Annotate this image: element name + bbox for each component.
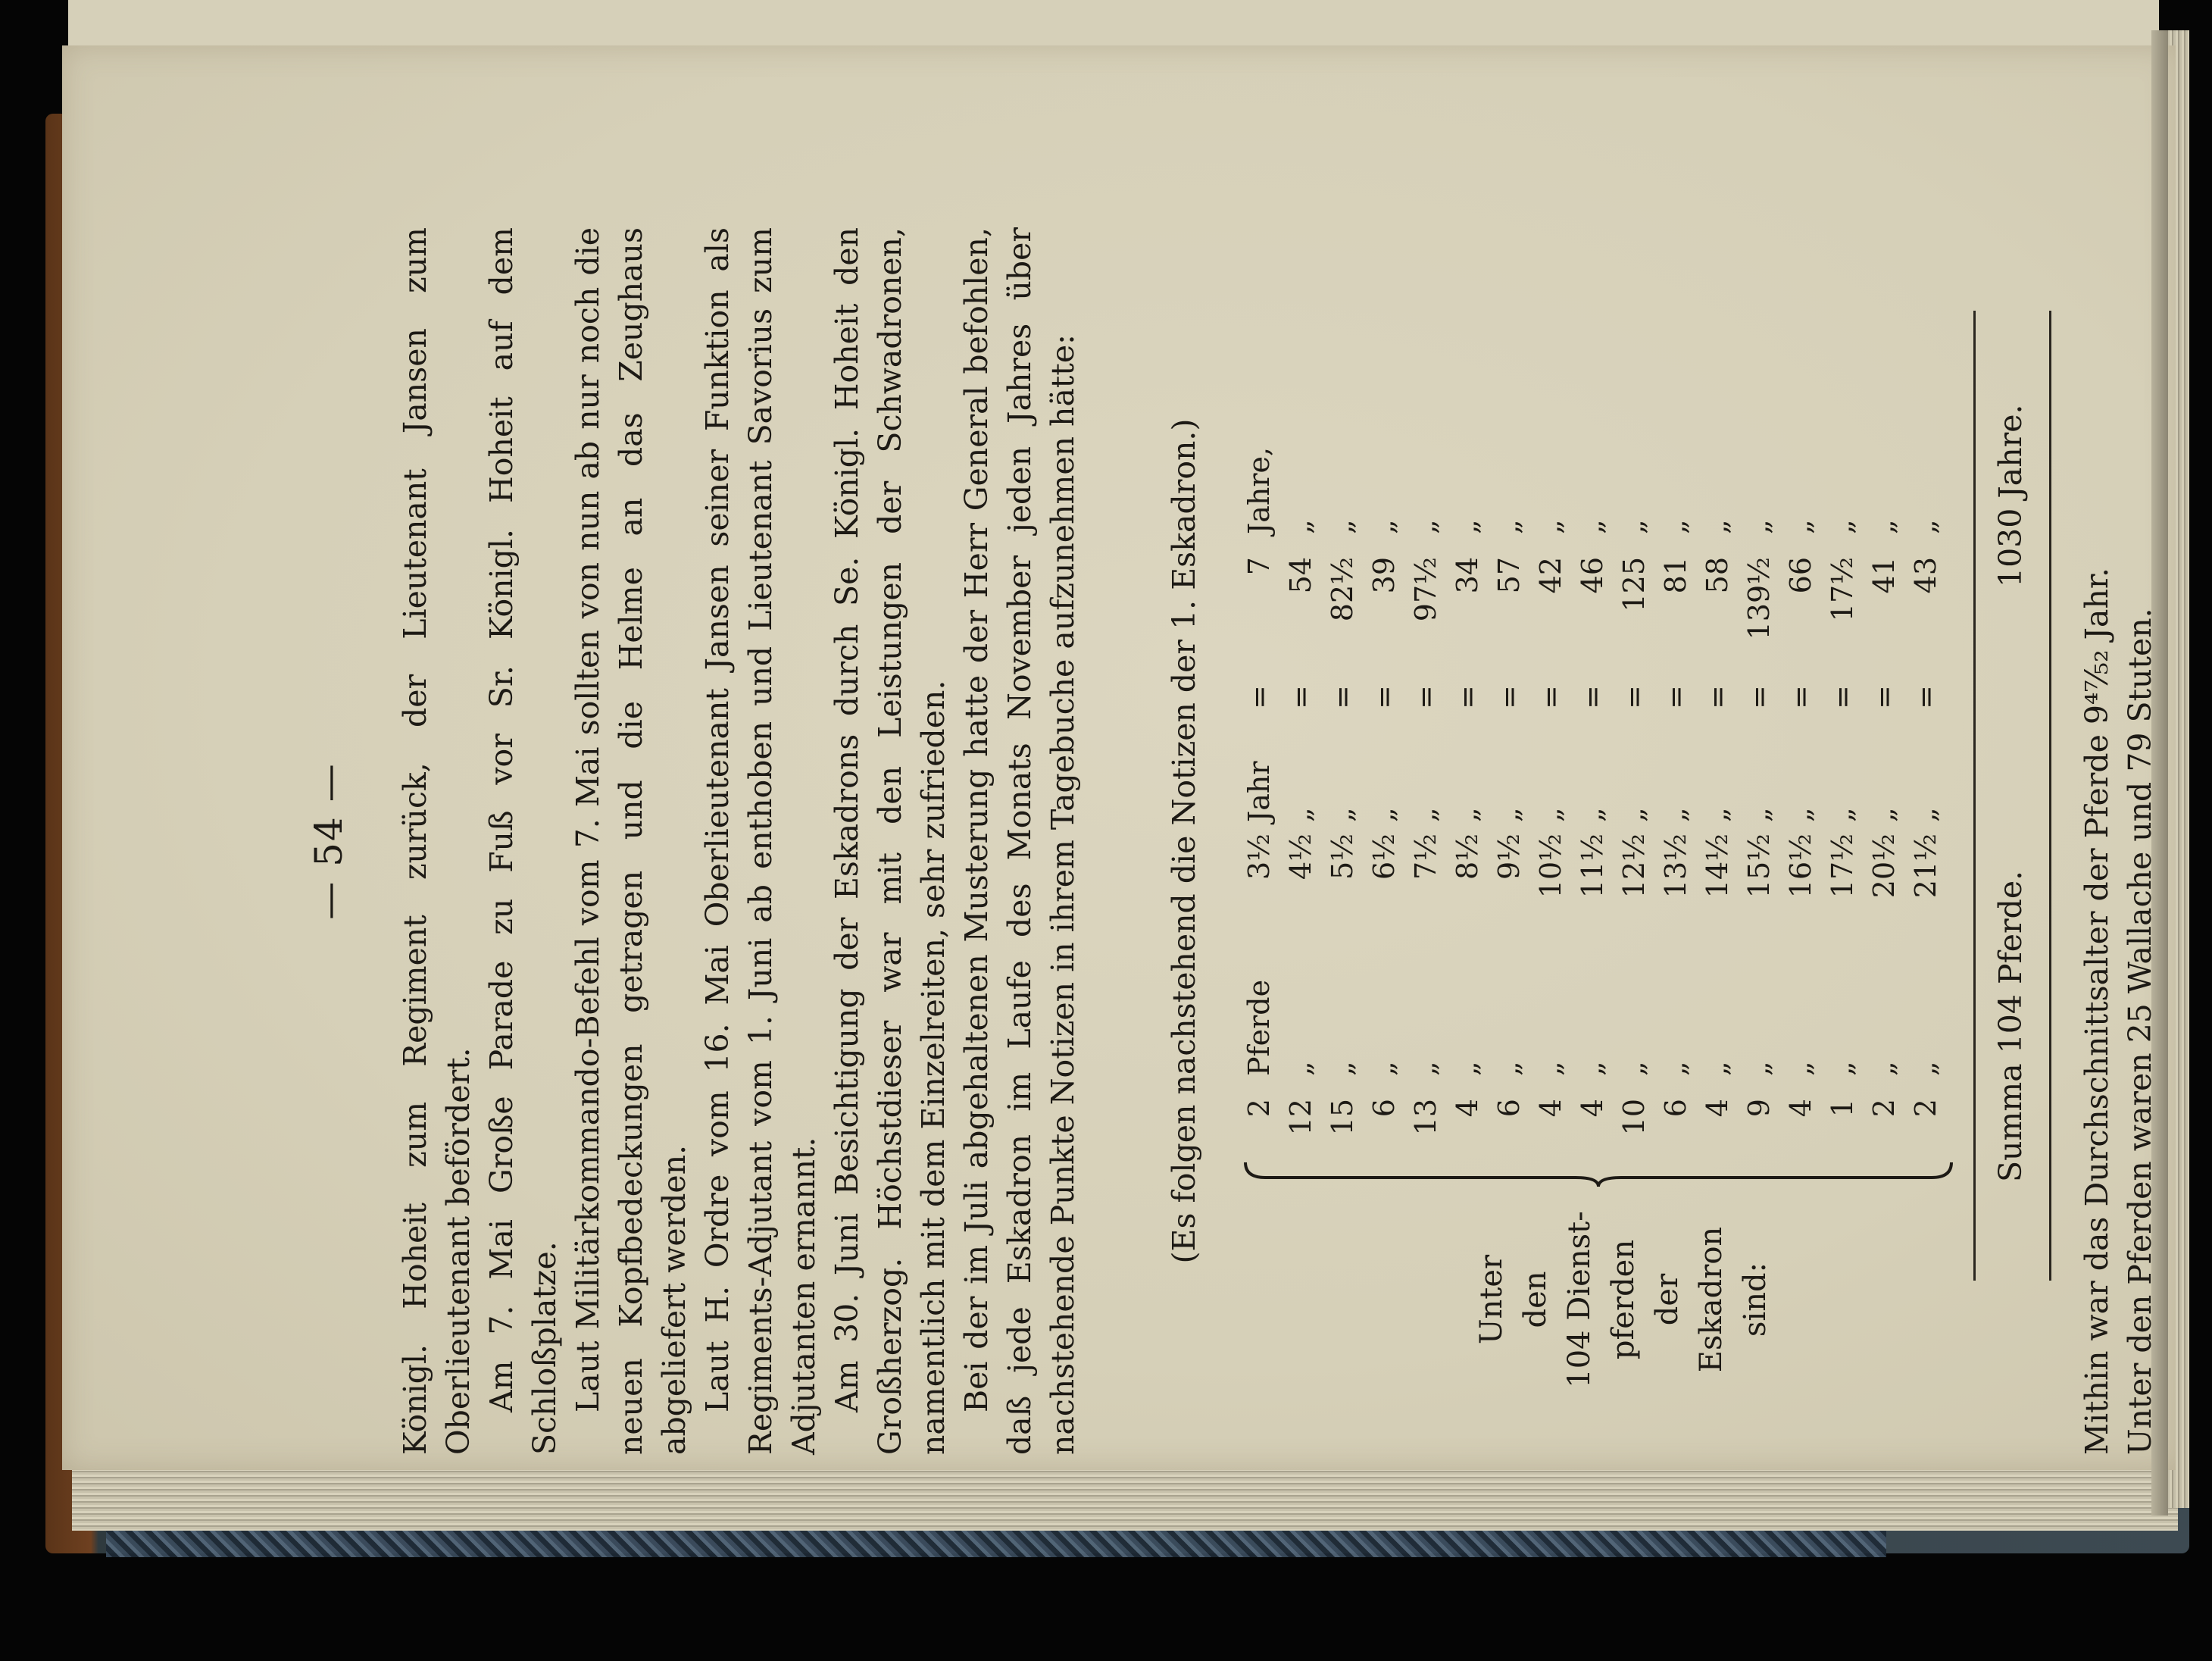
row-age-unit: „ [1617, 807, 1651, 822]
row-product: 81 [1659, 557, 1692, 594]
paragraph-1: Königl. Hoheit zum Regiment zurück, der Lieutenant Jansen zum Oberlieutenant befördert. [397, 227, 476, 1455]
table-row [1489, 227, 1530, 1455]
row-count: 2 [1867, 1099, 1901, 1118]
row-equals: = [1326, 685, 1359, 709]
table-row [1864, 227, 1905, 1455]
row-product: 97½ [1409, 557, 1442, 622]
row-product: 46 [1576, 557, 1609, 594]
row-count: 13 [1409, 1099, 1442, 1136]
row-age-unit: „ [1576, 807, 1609, 822]
row-product: 54 [1284, 557, 1317, 594]
row-equals: = [1659, 685, 1692, 709]
page-number: — 54 — [307, 762, 351, 920]
table-row [1697, 227, 1739, 1455]
row-age-unit: „ [1534, 807, 1567, 822]
row-age-unit: „ [1367, 807, 1401, 822]
row-count: 6 [1367, 1099, 1401, 1118]
row-age: 21½ [1909, 834, 1942, 899]
row-age: 9½ [1492, 834, 1526, 881]
row-equals: = [1701, 685, 1734, 709]
group-label-line: sind: [1738, 1262, 1773, 1337]
row-age-unit: „ [1909, 807, 1942, 822]
row-unit: „ [1701, 1061, 1734, 1076]
row-age: 6½ [1367, 834, 1401, 881]
row-age: 20½ [1867, 834, 1901, 899]
row-equals: = [1284, 685, 1317, 709]
row-equals: = [1534, 685, 1567, 709]
row-product: 42 [1534, 557, 1567, 594]
row-product: 41 [1867, 557, 1901, 594]
row-age: 5½ [1326, 834, 1359, 881]
table-row [1780, 227, 1822, 1455]
row-product-unit: „ [1659, 519, 1692, 534]
closing-line-2: Unter den Pferden waren 25 Wallache und 79 Stuten. [2122, 608, 2158, 1455]
row-age-unit: „ [1742, 807, 1776, 822]
table-row [1739, 227, 1780, 1455]
group-label-line: Eskadron [1694, 1226, 1729, 1373]
paragraph-5: Am 30. Juni Besichtigung der Eskadrons durch Se. Königl. Hoheit den Großherzog. Höchstdieser war mit den Leistungen der Schwadronen, namentlich mit dem Einzelreiten, sehr zufrieden. [829, 227, 951, 1455]
paragraph-3: Laut Militärkommando-Befehl vom 7. Mai sollten von nun ab nur noch die neuen Kopfbedeckungen getragen und die Helme an das Zeughaus abgeliefert werden. [570, 227, 692, 1455]
row-count: 9 [1742, 1099, 1776, 1118]
row-product-unit: „ [1784, 519, 1817, 534]
row-unit: „ [1784, 1061, 1817, 1076]
paragraph-6: Bei der im Juli abgehaltenen Musterung hatte der Herr General befohlen, daß jede Eskadron im Laufe des Monats November jeden Jahres über nachstehende Punkte Notizen in ihrem Tagebuche aufzunehmen hätte: [958, 227, 1081, 1455]
table-row [1239, 227, 1280, 1455]
row-count: 2 [1242, 1099, 1276, 1118]
paragraph-2: Am 7. Mai Große Parade zu Fuß vor Sr. Königl. Hoheit auf dem Schloßplatze. [483, 227, 563, 1455]
row-product-unit: „ [1826, 519, 1859, 534]
paragraph-4: Laut H. Ordre vom 16. Mai Oberlieutenant Jansen seiner Funktion als Regiments-Adjutant vom 1. Juni ab enthoben und Lieutenant Savorius zum Adjutanten ernannt. [699, 227, 822, 1455]
row-product-unit: „ [1492, 519, 1526, 534]
row-age: 7½ [1409, 834, 1442, 881]
row-age-unit: Jahr [1242, 761, 1276, 822]
row-age-unit: „ [1659, 807, 1692, 822]
row-age-unit: „ [1701, 807, 1734, 822]
row-product-unit: „ [1367, 519, 1401, 534]
row-unit: „ [1284, 1061, 1317, 1076]
row-product-unit: „ [1867, 519, 1901, 534]
row-unit: „ [1867, 1061, 1901, 1076]
row-equals: = [1617, 685, 1651, 709]
row-age: 11½ [1576, 834, 1609, 899]
row-age: 3½ [1242, 834, 1276, 881]
row-unit: „ [1659, 1061, 1692, 1076]
row-equals: = [1784, 685, 1817, 709]
row-product: 82½ [1326, 557, 1359, 622]
row-product-unit: „ [1742, 519, 1776, 534]
row-equals: = [1451, 685, 1484, 709]
table-row [1447, 227, 1489, 1455]
row-product: 43 [1909, 557, 1942, 594]
row-age-unit: „ [1784, 807, 1817, 822]
table-row [1614, 227, 1655, 1455]
row-equals: = [1909, 685, 1942, 709]
row-unit: „ [1409, 1061, 1442, 1076]
row-equals: = [1576, 685, 1609, 709]
row-product-unit: „ [1909, 519, 1942, 534]
row-count: 1 [1826, 1099, 1859, 1118]
row-unit: „ [1492, 1061, 1526, 1076]
row-equals: = [1826, 685, 1859, 709]
row-count: 6 [1492, 1099, 1526, 1118]
table-row [1364, 227, 1405, 1455]
row-product: 34 [1451, 557, 1484, 594]
row-unit: „ [1451, 1061, 1484, 1076]
row-product-unit: Jahre, [1242, 446, 1276, 534]
row-count: 12 [1284, 1099, 1317, 1136]
row-age: 8½ [1451, 834, 1484, 881]
row-age-unit: „ [1326, 807, 1359, 822]
group-label-line: den [1518, 1271, 1553, 1328]
row-product: 125 [1617, 557, 1651, 612]
group-label-line: der [1650, 1273, 1685, 1326]
group-label-line: pferden [1606, 1239, 1641, 1360]
row-age-unit: „ [1409, 807, 1442, 822]
row-age: 16½ [1784, 834, 1817, 899]
row-product-unit: „ [1701, 519, 1734, 534]
table-row [1905, 227, 1947, 1455]
row-count: 4 [1576, 1099, 1609, 1118]
row-unit: „ [1326, 1061, 1359, 1076]
row-count: 4 [1534, 1099, 1567, 1118]
row-age-unit: „ [1451, 807, 1484, 822]
row-product: 17½ [1826, 557, 1859, 622]
rotated-page-content [239, 144, 2212, 1546]
row-equals: = [1742, 685, 1776, 709]
facing-page-edge [68, 0, 2159, 45]
table-intro: (Es folgen nachstehend die Notizen der 1. Eskadron.) [1166, 418, 1202, 1264]
closing-line-1: Mithin war das Durchschnittsalter der Pferde 9⁴⁷⁄₅₂ Jahr. [2079, 568, 2115, 1455]
sum-value: 1030 Jahre. [1992, 404, 2029, 587]
row-equals: = [1367, 685, 1401, 709]
row-product-unit: „ [1326, 519, 1359, 534]
row-age: 12½ [1617, 834, 1651, 899]
table-row [1822, 227, 1864, 1455]
row-product: 7 [1242, 557, 1276, 576]
row-age-unit: „ [1867, 807, 1901, 822]
row-equals: = [1242, 685, 1276, 709]
row-equals: = [1492, 685, 1526, 709]
row-age-unit: „ [1284, 807, 1317, 822]
row-unit: „ [1826, 1061, 1859, 1076]
row-product-unit: „ [1409, 519, 1442, 534]
row-equals: = [1409, 685, 1442, 709]
row-count: 2 [1909, 1099, 1942, 1118]
row-product: 39 [1367, 557, 1401, 594]
row-product-unit: „ [1534, 519, 1567, 534]
row-product: 58 [1701, 557, 1734, 594]
row-product: 66 [1784, 557, 1817, 594]
row-count: 4 [1784, 1099, 1817, 1118]
row-unit: „ [1367, 1061, 1401, 1076]
row-unit: „ [1909, 1061, 1942, 1076]
row-count: 4 [1701, 1099, 1734, 1118]
row-age: 10½ [1534, 834, 1567, 899]
sum-rule-bottom [2049, 311, 2051, 1281]
row-count: 4 [1451, 1099, 1484, 1118]
row-product: 139½ [1742, 557, 1776, 640]
row-unit: „ [1534, 1061, 1567, 1076]
row-count: 10 [1617, 1099, 1651, 1136]
row-unit: „ [1742, 1061, 1776, 1076]
row-age: 15½ [1742, 834, 1776, 899]
row-age-unit: „ [1826, 807, 1859, 822]
row-product-unit: „ [1451, 519, 1484, 534]
table-row [1405, 227, 1447, 1455]
row-unit: Pferde [1242, 979, 1276, 1076]
row-age: 17½ [1826, 834, 1859, 899]
row-age: 4½ [1284, 834, 1317, 881]
table-row [1655, 227, 1697, 1455]
row-equals: = [1867, 685, 1901, 709]
sum-rule-top [1973, 311, 1976, 1281]
row-age-unit: „ [1492, 807, 1526, 822]
row-product-unit: „ [1284, 519, 1317, 534]
row-count: 6 [1659, 1099, 1692, 1118]
row-product-unit: „ [1617, 519, 1651, 534]
group-label-line: 104 Dienst- [1562, 1211, 1597, 1388]
row-product: 57 [1492, 557, 1526, 594]
table-row [1280, 227, 1322, 1455]
table-row [1572, 227, 1614, 1455]
row-age: 13½ [1659, 834, 1692, 899]
row-product-unit: „ [1576, 519, 1609, 534]
row-count: 15 [1326, 1099, 1359, 1136]
row-unit: „ [1576, 1061, 1609, 1076]
row-age: 14½ [1701, 834, 1734, 899]
table-row [1322, 227, 1364, 1455]
table-row [1530, 227, 1572, 1455]
sum-label: Summa 104 Pferde. [1992, 870, 2029, 1182]
row-unit: „ [1617, 1061, 1651, 1076]
group-label-line: Unter [1474, 1254, 1509, 1345]
